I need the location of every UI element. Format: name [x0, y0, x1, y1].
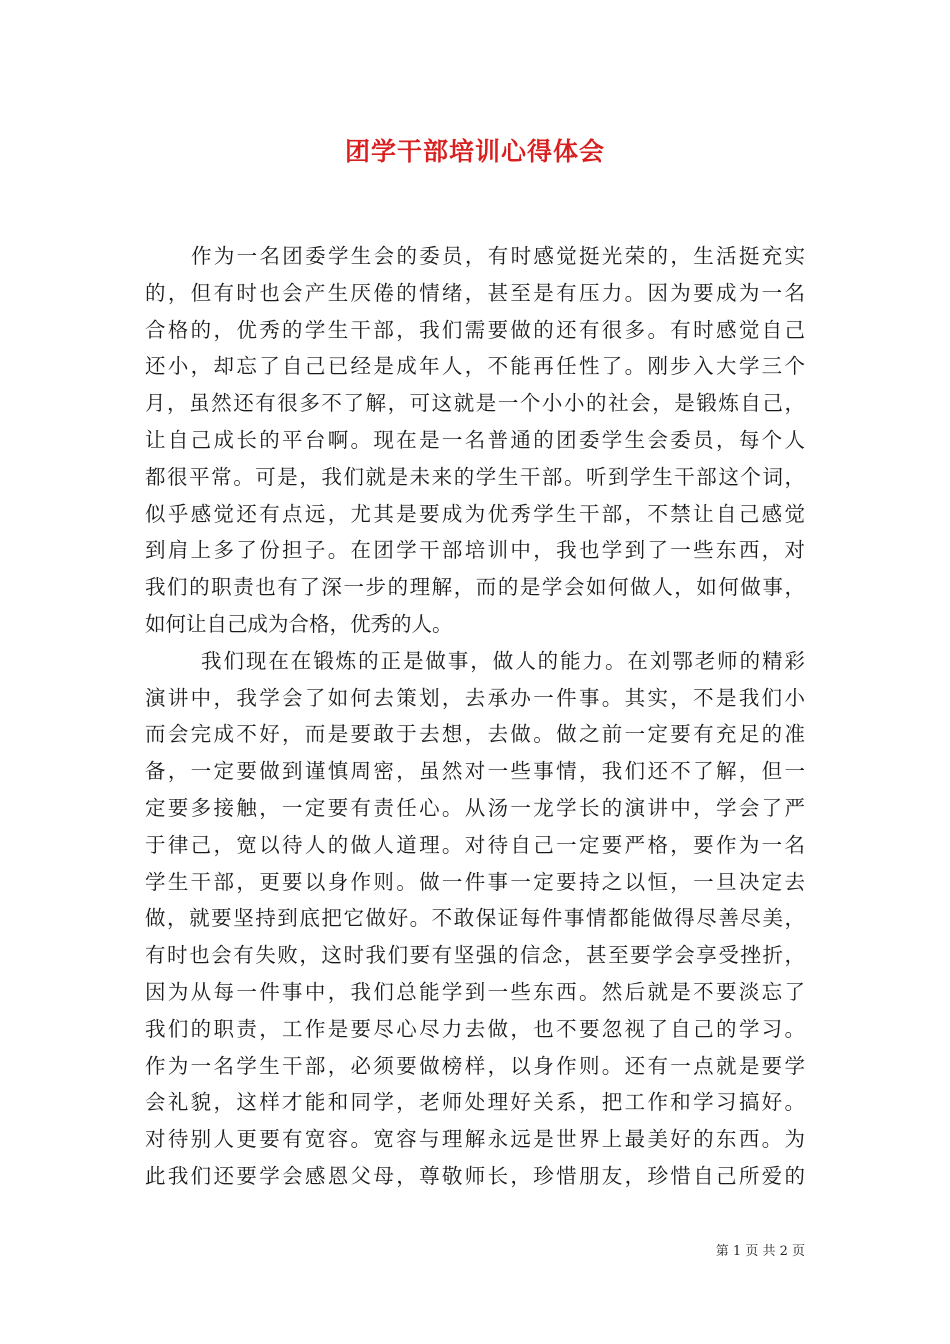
text-line: 如何让自己成为合格，优秀的人。: [145, 611, 453, 636]
paragraph-2: [145, 643, 805, 1195]
page-number-footer: 第 1 页 共 2 页: [715, 1244, 805, 1259]
text-line: 似乎感觉还有点远，尤其是要成为优秀学生干部，不禁让自己感觉: [145, 501, 805, 526]
text-line: 对待别人更要有宽容。宽容与理解永远是世界上最美好的东西。为: [145, 1127, 805, 1152]
text-line: 作为一名团委学生会的委员，有时感觉挺光荣的，生活挺充实: [191, 244, 805, 268]
text-line: 而会完成不好，而是要敢于去想，去做。做之前一定要有充足的准: [145, 722, 805, 747]
text-line: 到肩上多了份担子。在团学干部培训中，我也学到了一些东西，对: [145, 538, 805, 563]
document-title: 团学干部培训心得体会: [344, 137, 605, 166]
text-line: 有时也会有失败，这时我们要有坚强的信念，甚至要学会享受挫折，: [145, 943, 805, 968]
text-line: 备，一定要做到谨慎周密，虽然对一些事情，我们还不了解，但一: [145, 759, 805, 784]
document-body: [145, 238, 805, 1195]
text-line: 演讲中，我学会了如何去策划，去承办一件事。其实，不是我们小: [145, 685, 805, 710]
text-line: 定要多接触，一定要有责任心。从汤一龙学长的演讲中，学会了严: [145, 795, 805, 820]
text-line: 还小，却忘了自己已经是成年人，不能再任性了。刚步入大学三个: [145, 354, 805, 379]
text-line: 此我们还要学会感恩父母，尊敬师长，珍惜朋友，珍惜自己所爱的: [145, 1163, 805, 1188]
text-line: 让自己成长的平台啊。现在是一名普通的团委学生会委员，每个人: [145, 427, 805, 452]
text-line: 月，虽然还有很多不了解，可这就是一个小小的社会，是锻炼自己，: [145, 391, 805, 416]
text-line: 我们现在在锻炼的正是做事，做人的能力。在刘鄂老师的精彩: [201, 648, 805, 673]
text-line: 作为一名学生干部，必须要做榜样，以身作则。还有一点就是要学: [145, 1053, 805, 1078]
text-line: 我们的职责，工作是要尽心尽力去做，也不要忽视了自己的学习。: [145, 1016, 805, 1041]
text-line: 因为从每一件事中，我们总能学到一些东西。然后就是不要淡忘了: [145, 979, 805, 1004]
paragraph-1: [145, 238, 805, 643]
text-line: 会礼貌，这样才能和同学，老师处理好关系，把工作和学习搞好。: [145, 1090, 805, 1115]
text-line: 合格的，优秀的学生干部，我们需要做的还有很多。有时感觉自己: [145, 317, 805, 342]
text-line: 做，就要坚持到底把它做好。不敢保证每件事情都能做得尽善尽美，: [145, 906, 805, 931]
text-line: 学生干部，更要以身作则。做一件事一定要持之以恒，一旦决定去: [145, 869, 805, 894]
text-line: 都很平常。可是，我们就是未来的学生干部。听到学生干部这个词，: [145, 464, 805, 489]
text-line: 于律己，宽以待人的做人道理。对待自己一定要严格，要作为一名: [145, 832, 805, 857]
text-line: 的，但有时也会产生厌倦的情绪，甚至是有压力。因为要成为一名: [145, 280, 805, 305]
text-line: 我们的职责也有了深一步的理解，而的是学会如何做人，如何做事，: [145, 575, 805, 600]
